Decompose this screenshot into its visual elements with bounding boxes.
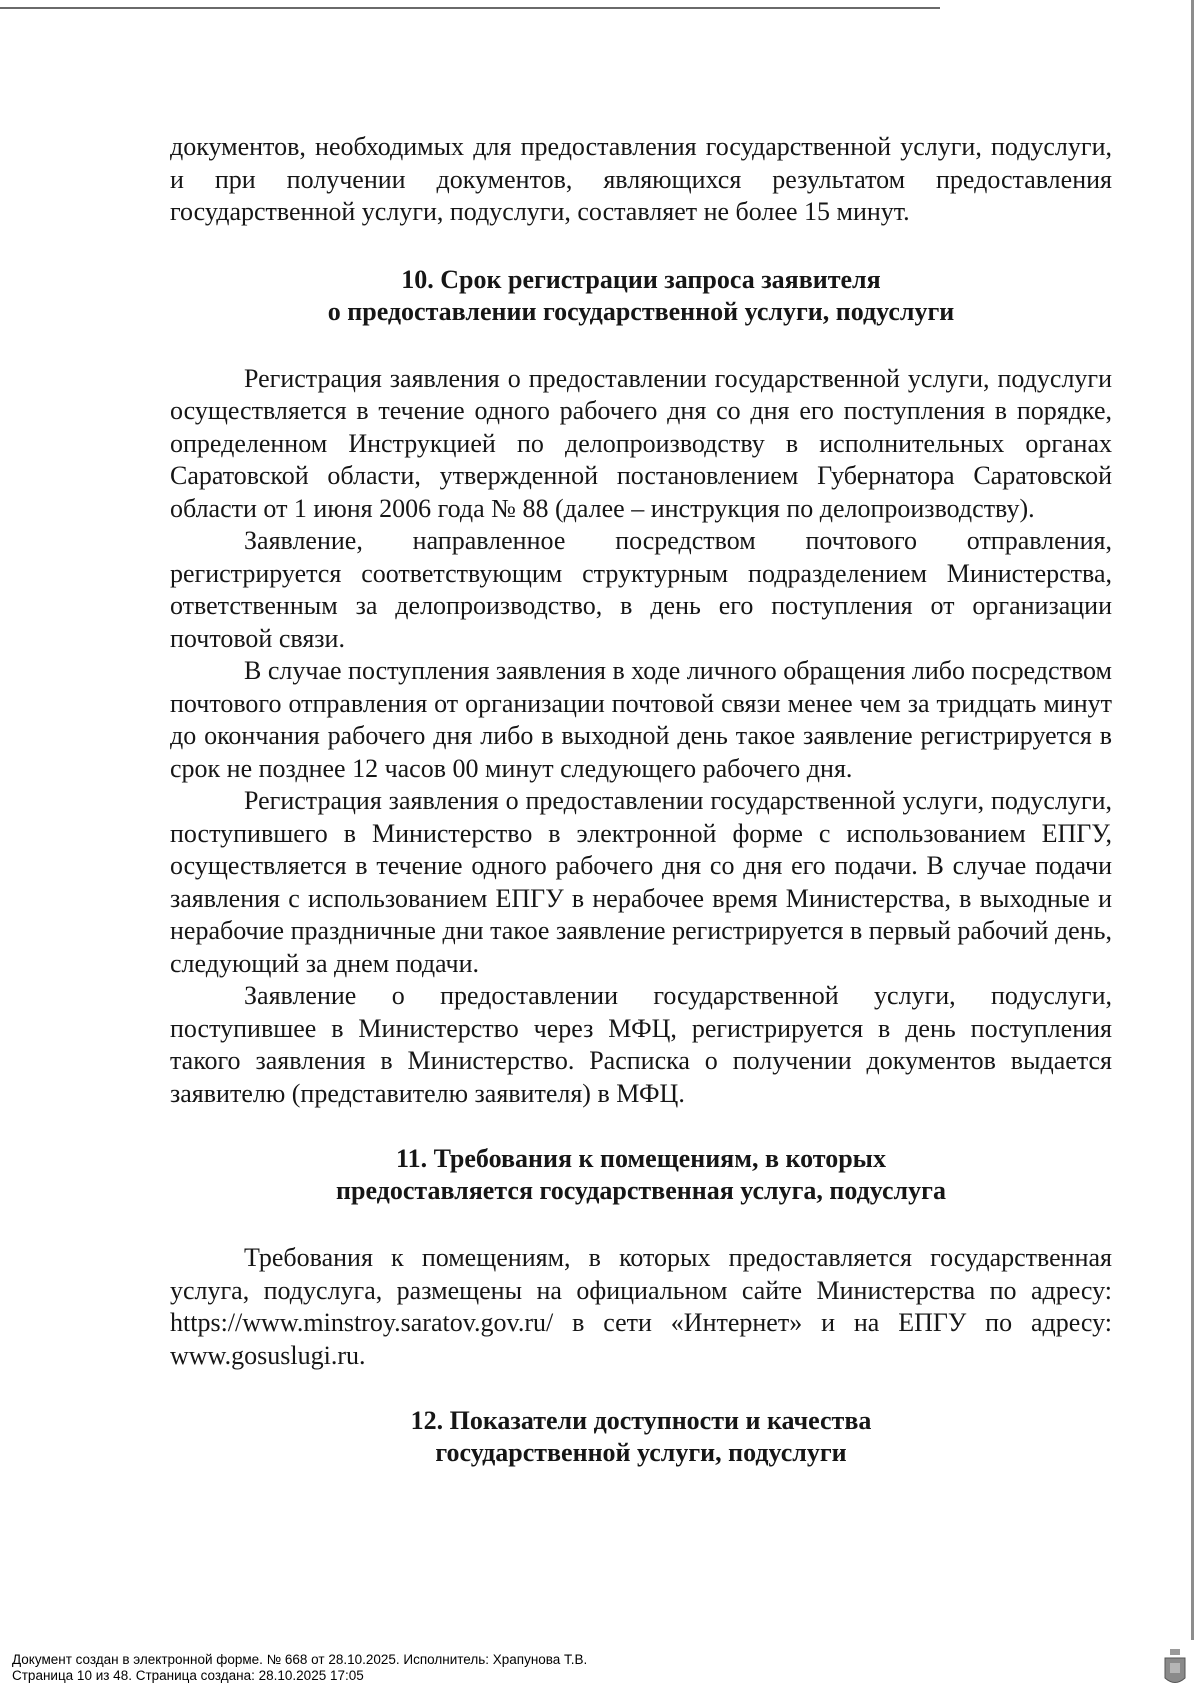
section-11-paragraph-1: Требования к помещениям, в которых предоставляется государственная услуга, подуслуга, размещены на официальном сайте Министерства по адресу: https://www.minstroy.saratov.gov.ru/ в сети «Интернет» и на ЕПГУ по адресу: www.gosuslugi.ru. bbox=[170, 1243, 1112, 1370]
section-10-paragraph-5: Заявление о предоставлении государственной услуги, подуслуги, поступившее в Министерство через МФЦ, регистрируется в день поступления такого заявления в Министерство. Расписка о получении документов выдается заявителю (представителю заявителя) в МФЦ. bbox=[170, 981, 1112, 1108]
document-body bbox=[170, 131, 1112, 1469]
section-10-paragraph-3: В случае поступления заявления в ходе личного обращения либо посредством почтового отправления от организации почтовой связи менее чем за тридцать минут до окончания рабочего дня либо в выходной день такое заявление регистрируется в срок не позднее 12 часов 00 минут следующего рабочего дня. bbox=[170, 656, 1112, 783]
section-11-heading bbox=[170, 1143, 1112, 1207]
section-12-heading-line1: 12. Показатели доступности и качества bbox=[410, 1406, 872, 1435]
section-10-paragraph-4: Регистрация заявления о предоставлении государственной услуги, подуслуги, поступившего в Министерство в электронной форме с использованием ЕПГУ, осуществляется в течение одного рабочего дня со дня его подачи. В случае подачи заявления с использованием ЕПГУ в нерабочее время Министерства, в выходные и нерабочие праздничные дни такое заявление регистрируется в первый рабочий день, следующий за днем подачи. bbox=[170, 786, 1112, 978]
section-10-heading-line2: о предоставлении государственной услуги, подуслуги bbox=[327, 296, 955, 326]
section-10-paragraph-2: Заявление, направленное посредством почтового отправления, регистрируется соответствующим структурным подразделением Министерства, ответственным за делопроизводство, в день его поступления от организации почтовой связи. bbox=[170, 526, 1112, 653]
document-footer bbox=[12, 1652, 587, 1684]
paragraph-continuation: документов, необходимых для предоставления государственной услуги, подуслуги, и при получении документов, являющихся результатом предоставления государственной услуги, подуслуги, составляет не более 15 минут. bbox=[170, 132, 1112, 226]
section-11-heading-line1: 11. Требования к помещениям, в которых bbox=[396, 1144, 886, 1173]
section-10-heading bbox=[170, 264, 1112, 328]
right-scan-edge bbox=[1191, 0, 1194, 1640]
section-12-heading-line2: государственной услуги, подуслуги bbox=[435, 1438, 847, 1467]
section-11-heading-line2: предоставляется государственная услуга, подуслуга bbox=[336, 1176, 946, 1205]
section-10-paragraph-1: Регистрация заявления о предоставлении государственной услуги, подуслуги осуществляется в течение одного рабочего дня со дня его поступления в порядке, определенном Инструкцией по делопроизводству в исполнительных органах Саратовской области, утвержденной постановлением Губернатора Саратовской области от 1 июня 2006 года № 88 (далее – инструкция по делопроизводству). bbox=[170, 363, 1112, 523]
footer-line-1: Документ создан в электронной форме. № 668 от 28.10.2025. Исполнитель: Храпунова Т.В. bbox=[12, 1652, 588, 1667]
section-12-heading bbox=[170, 1405, 1112, 1469]
section-10-heading-line1: 10. Срок регистрации запроса заявителя bbox=[401, 264, 881, 294]
footer-line-2: Страница 10 из 48. Страница создана: 28.10.2025 17:05 bbox=[12, 1668, 364, 1683]
coat-of-arms-icon bbox=[1162, 1648, 1188, 1688]
top-rule bbox=[0, 7, 940, 9]
